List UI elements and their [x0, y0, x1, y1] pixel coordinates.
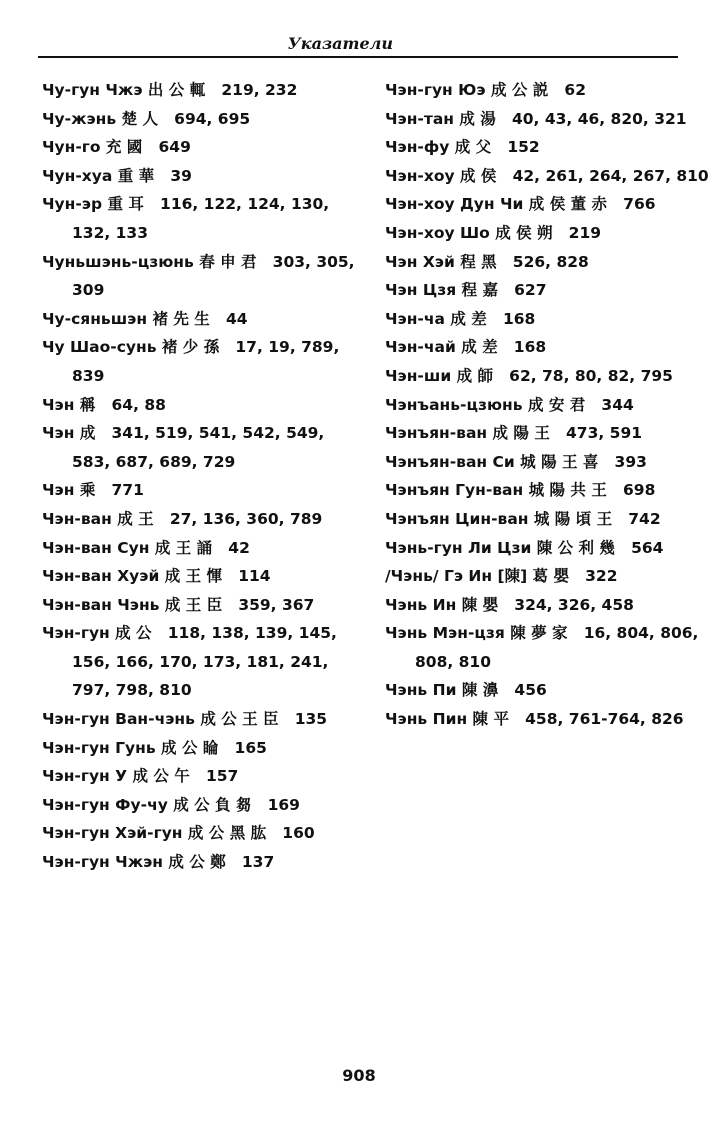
index-entry: Чэн-ча 成 差 168 — [385, 309, 536, 328]
index-entry: Чэнь Пин 陳 平 458, 761-764, 826 — [385, 710, 684, 729]
running-header-title: Указатели — [287, 34, 393, 53]
index-entry: Чэнь Ин 陳 嬰 324, 326, 458 — [385, 595, 634, 614]
index-entry: Чу Шао-сунь 褚 少 孫 17, 19, 789, 839 — [42, 338, 345, 385]
index-entry: Чун-эр 重 耳 116, 122, 124, 130, 132, 133 — [42, 195, 335, 242]
index-entry: Чэн 乘 771 — [42, 481, 144, 500]
index-entry: Чэн Цзя 程 嘉 627 — [385, 281, 547, 300]
index-entry: Чэн-гун Хэй-гун 成 公 黑 肱 160 — [42, 824, 315, 843]
index-entry: Чэнъян Цин-ван 城 陽 頃 王 742 — [385, 509, 661, 528]
index-entry: Чэн-чай 成 差 168 — [385, 338, 547, 357]
index-entry: Чу-жэнь 楚 人 694, 695 — [42, 109, 251, 128]
index-entry: Чэнъян-ван Си 城 陽 王 喜 393 — [385, 452, 647, 471]
index-entry: Чэн-гун У 成 公 午 157 — [42, 767, 239, 786]
index-entry: Чэн Хэй 程 黑 526, 828 — [385, 252, 589, 271]
index-entry: Чэнь Пи 陳 濞 456 — [385, 681, 547, 700]
index-entry: Чэн-гун 成 公 118, 138, 139, 145, 156, 166, 170, 173, 181, 241, 797, 798, 810 — [42, 624, 343, 700]
index-entry: Чуньшэнь-цзюнь 春 申 君 303, 305, 309 — [42, 252, 360, 300]
page-number: 908 — [342, 1066, 376, 1085]
index-entry: Чэн-хоу Шо 成 侯 朔 219 — [385, 223, 602, 242]
index-entry: Чэн-хоу 成 侯 42, 261, 264, 267, 810 — [385, 166, 709, 185]
index-entry: Чэнъян-ван 成 陽 王 473, 591 — [385, 424, 643, 443]
index-entry: Чун-хуа 重 華 39 — [42, 166, 192, 185]
index-entry: Чу-гун Чжэ 出 公 輒 219, 232 — [42, 81, 298, 99]
index-entry: Чэн-гун Гунь 成 公 睔 165 — [42, 738, 267, 757]
index-entry: /Чэнь/ Гэ Ин [陳] 葛 嬰 322 — [385, 567, 618, 586]
index-entry: Чэнь Мэн-цзя 陳 夢 家 16, 804, 806, 808, 810 — [385, 624, 704, 671]
index-entry: Чэн-ван 成 王 27, 136, 360, 789 — [42, 509, 323, 528]
index-entry: Чэн-ван Хуэй 成 王 惲 114 — [42, 567, 271, 586]
index-entry: Чэн-тан 成 湯 40, 43, 46, 820, 321 — [385, 109, 687, 128]
index-column-right — [385, 76, 710, 734]
index-entry: Чэн-гун Ван-чэнь 成 公 王 臣 135 — [42, 710, 328, 729]
index-entry: Чэн-ши 成 師 62, 78, 80, 82, 795 — [385, 366, 673, 385]
index-entry: Чэнь-гун Ли Цзи 陳 公 利 幾 564 — [385, 538, 664, 557]
index-entry: Чэн-гун Фу-чу 成 公 負 芻 169 — [42, 795, 300, 814]
index-column-left — [42, 76, 367, 877]
index-entry: Чэн-гун Чжэн 成 公 鄭 137 — [42, 853, 275, 872]
index-entry: Чэн-ван Сун 成 王 誦 42 — [42, 538, 250, 557]
index-entry: Чэн-хоу Дун Чи 成 侯 董 赤 766 — [385, 195, 656, 214]
index-entry: Чэнъань-цзюнь 成 安 君 344 — [385, 395, 634, 414]
index-entry: Чэнъян Гун-ван 城 陽 共 王 698 — [385, 481, 656, 500]
index-entry: Чэн-фу 成 父 152 — [385, 138, 540, 157]
index-entry: Чун-го 充 國 649 — [42, 138, 191, 157]
index-entry: Чу-сяньшэн 褚 先 生 44 — [42, 309, 248, 328]
index-entry: Чэн-ван Чэнь 成 王 臣 359, 367 — [42, 595, 315, 614]
index-entry: Чэн-гун Юэ 成 公 説 62 — [385, 81, 586, 99]
running-header — [38, 34, 678, 58]
index-entry: Чэн 成 341, 519, 541, 542, 549, 583, 687, 689, 729 — [42, 424, 330, 471]
index-entry: Чэн 稱 64, 88 — [42, 395, 166, 414]
